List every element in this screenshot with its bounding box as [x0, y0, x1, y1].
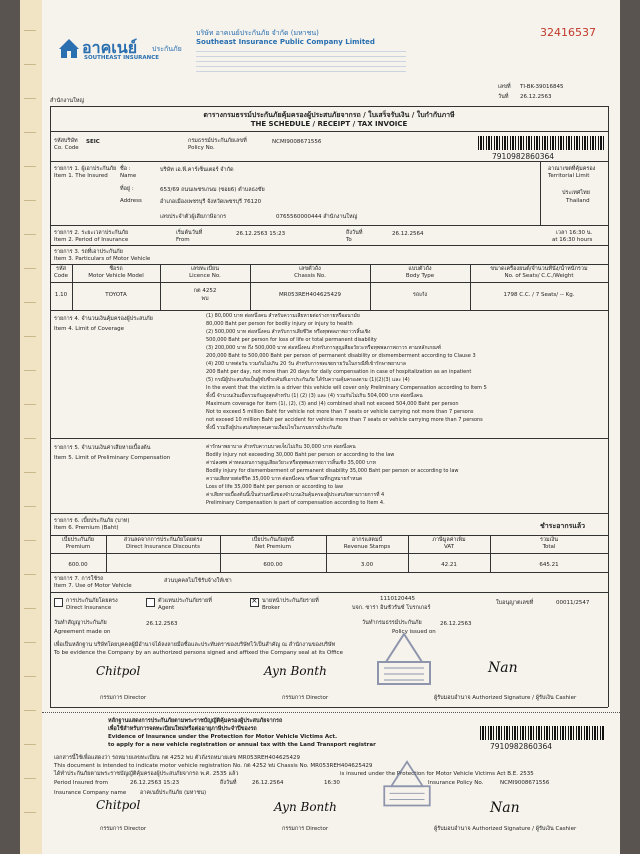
- territorial-label-th: อาณาเขตที่คุ้มครอง: [548, 166, 596, 172]
- coverage-line-5: 200,000 Baht to 500,000 Baht per person of permanent disability or dismemberment according to Clause 3: [206, 353, 476, 359]
- item5-label-th: รายการ 5. จำนวนเงินค่าเสียหายเบื้องต้น: [54, 445, 151, 451]
- vehicle-cell-3: MR053REH404625429: [279, 292, 341, 298]
- address-line-2: อำเภอเมืองเพชรบุรี จังหวัดเพชรบุรี 76120: [160, 199, 262, 205]
- broker-label-en: Broker: [262, 605, 280, 611]
- stub-title-en-2: to apply for a new vehicle registration or annual tax with the Land Transport registrar: [108, 742, 376, 748]
- logo-english-name: SOUTHEAST INSURANCE: [84, 55, 160, 61]
- sign-label-director-1: กรรมการ Director: [100, 695, 147, 701]
- sign-label-director-2: กรรมการ Director: [282, 695, 329, 701]
- policy-barcode-number: 7910982860364: [492, 152, 555, 161]
- vehicle-header-en-0: Code: [53, 273, 69, 279]
- item3-label-en: Item 3. Particulars of Motor Vehicle: [54, 256, 151, 262]
- vehicle-header-th-1: ชื่อรถ: [109, 266, 123, 272]
- stub-period-time: 16:30: [324, 780, 340, 786]
- perforation-mark: [24, 166, 36, 167]
- co-code-value: SEIC: [86, 139, 100, 145]
- premium-cell-3: 3.00: [360, 562, 374, 568]
- perforation-mark: [24, 642, 36, 643]
- address-line-1: 653/69 ถนนเพชรเกษม (ซอย6) ตำบลธงชัย: [160, 187, 265, 193]
- stub-policy-no: NCMI9008671556: [500, 780, 550, 786]
- perforation-mark: [24, 268, 36, 269]
- doc-no-label: เลขที่: [498, 84, 511, 90]
- perforation-mark: [24, 370, 36, 371]
- vehicle-header-th-0: รหัส: [56, 266, 66, 272]
- perforation-mark: [24, 200, 36, 201]
- preliminary-line-3: Bodily injury for dismemberment of permanent disability 35,000 Baht per person or according to law: [206, 468, 459, 474]
- territory-en: Thailand: [566, 198, 590, 204]
- perforation-mark: [24, 676, 36, 677]
- address-label-en: Address: [120, 198, 142, 204]
- coverage-line-14: ทั้งนี้ รวมถึงผู้ประสบภัยทุกคนตามเงื่อนไขในกรมธรรม์ประกันภัย: [206, 425, 342, 431]
- tax-id-label: เลขประจำตัวผู้เสียภาษีอากร: [160, 214, 227, 220]
- premium-header-th-0: เบี้ยประกันภัย: [62, 537, 94, 543]
- period-to-value: 26.12.2564: [392, 231, 424, 237]
- broker-check-mark: ×: [251, 596, 258, 605]
- perforation-mark: [24, 472, 36, 473]
- broker-number: 1110120445: [380, 596, 415, 602]
- item4-label-en: Item 4. Limit of Coverage: [54, 326, 125, 332]
- issued-date: 26.12.2563: [440, 621, 472, 627]
- item4-label-th: รายการ 4. จำนวนเงินคุ้มครองผู้ประสบภัย: [54, 316, 153, 322]
- premium-header-th-5: รวมเงิน: [540, 537, 558, 543]
- perforation-mark: [24, 744, 36, 745]
- vehicle-header-en-5: No. of Seats/ C.C./Weight: [504, 273, 574, 279]
- perforation-mark: [24, 812, 36, 813]
- stub-line2-th: ได้ทำประกันภัยตามพระราชบัญญัติคุ้มครองผู้ประสบภัยจากรถ พ.ศ. 2535 แล้ว: [54, 771, 239, 777]
- stub-sign-label-2: กรรมการ Director: [282, 826, 329, 832]
- territorial-label-en: Territorial Limit: [548, 173, 590, 179]
- vehicle-header-th-5: ขนาดเครื่องยนต์/จำนวนที่นั่ง/น้ำหนักรวม: [490, 266, 588, 272]
- coverage-line-0: (1) 80,000 บาท ต่อหนึ่งคน สำหรับความเสียหายต่อร่างกายหรืออนามัย: [206, 313, 360, 319]
- agent-label-th: ตัวแทนประกันภัยรายที่: [158, 598, 212, 604]
- issued-label-th: วันทำกรมธรรม์ประกันภัย: [362, 620, 422, 626]
- company-logo-icon: [58, 38, 80, 60]
- policy-document: [20, 0, 620, 854]
- stub-barcode: [480, 726, 604, 740]
- item6-label-en: Item 6. Premium (Baht): [54, 525, 119, 531]
- preliminary-line-0: ค่ารักษาพยาบาล สำหรับความบาดเจ็บไม่เกิน 30,000 บาท ต่อหนึ่งคน: [206, 444, 356, 450]
- period-from-label-th: เริ่มต้นวันที่: [176, 230, 203, 236]
- perforation-mark: [24, 574, 36, 575]
- premium-header-th-2: เบี้ยประกันภัยสุทธิ: [251, 537, 295, 543]
- stub-period-to-label: ถึงวันที่: [220, 780, 237, 786]
- premium-cell-5: 645.21: [539, 562, 559, 568]
- premium-cell-0: 600.00: [68, 562, 88, 568]
- vehicle-cell-0: 1.10: [54, 292, 68, 298]
- vehicle-use-value: ส่วนบุคคลไม่ใช้รับจ้างให้เช่า: [164, 578, 232, 584]
- coverage-line-11: Maximum coverage for item (1), (2), (3) and (4) combined shall not exceed 504,000 Baht per person: [206, 401, 459, 407]
- broker-label-th: นายหน้าประกันภัยรายที่: [262, 598, 319, 604]
- vehicle-cell-4: รถเก๋ง: [412, 292, 428, 298]
- co-code-label-th: รหัสบริษัท: [54, 138, 78, 144]
- signature-cashier: Nan: [488, 660, 518, 676]
- item7-label-th: รายการ 7. การใช้รถ: [54, 576, 104, 582]
- vehicle-cell-5: 1798 C.C. / 7 Seats/ -- Kg.: [503, 292, 575, 298]
- premium-header-en-1: Direct Insurance Discounts: [126, 544, 200, 550]
- vehicle-header-en-3: Chassis No.: [294, 273, 326, 279]
- item2-label-en: Item 2. Period of Insurance: [54, 237, 129, 243]
- period-from-value: 26.12.2563 15:23: [236, 231, 286, 237]
- stub-period-to: 26.12.2564: [252, 780, 284, 786]
- license-label: ใบอนุญาตเลขที่: [496, 600, 534, 606]
- coverage-line-13: not exceed 10 million Baht per accident for vehicle more than 7 seats or vehicle carrying more than 7 persons: [206, 417, 483, 423]
- direct-insurance-label-en: Direct Insurance: [66, 605, 112, 611]
- coverage-line-1: 80,000 Baht per person for bodily injury or injury to health: [206, 321, 353, 327]
- preliminary-line-4: ความเสียหายต่อชีวิต 35,000 บาท ต่อหนึ่งคน หรือตามที่กฎหมายกำหนด: [206, 476, 363, 482]
- preliminary-line-7: Preliminary Compensation is part of compensation according to Item 4.: [206, 500, 385, 506]
- coverage-line-8: (5) กรณีผู้ประสบภัยเป็นผู้ขับขี่รถคันที่เอาประกันภัย ได้รับความคุ้มครองตาม (1)(2)(3) และ (4): [206, 377, 410, 383]
- stub-signature-2: Ayn Bonth: [274, 800, 337, 814]
- stub-title-th-2: เพื่อใช้สำหรับการจดทะเบียนใหม่หรือต่ออายุภาษีประจำปีของรถ: [108, 726, 257, 732]
- perforation-mark: [24, 64, 36, 65]
- agreement-date: 26.12.2563: [146, 621, 178, 627]
- stub-sign-label-cashier: ผู้รับมอบอำนาจ Authorized Signature / ผู้รับเงิน Cashier: [434, 826, 577, 832]
- period-to-label-en: To: [346, 237, 352, 243]
- insured-name-label-th: ชื่อ :: [120, 166, 131, 172]
- issued-label-en: Policy issued on: [392, 629, 436, 635]
- preliminary-line-1: Bodily injury not exceeding 30,000 Baht per person or according to the law: [206, 452, 395, 458]
- company-address-block: [196, 50, 406, 72]
- head-office-label: สำนักงานใหญ่: [50, 98, 85, 104]
- perforation-mark: [24, 506, 36, 507]
- preliminary-line-6: ค่าเสียหายเบื้องต้นนี้เป็นส่วนหนึ่งของจำนวนเงินคุ้มครองผู้ประสบภัยตามรายการที่ 4: [206, 492, 385, 498]
- premium-header-th-4: ภาษีมูลค่าเพิ่ม: [432, 537, 466, 543]
- perforation-mark: [24, 404, 36, 405]
- coverage-line-7: 200 Baht per day, not more than 20 days for daily compensation in case of hospitalization as an inpatient: [206, 369, 472, 375]
- coverage-line-9: In the event that the victim is a driver this vehicle will cover only Preliminary Compensation according to Item 5: [206, 385, 487, 391]
- witness-text-en: To be evidence the Company by an authorized persons signed and affixed the Company seal at its Office: [54, 650, 343, 656]
- coverage-line-2: (2) 500,000 บาท ต่อหนึ่งคน สำหรับการเสียชีวิต หรือทุพพลภาพถาวรสิ้นเชิง: [206, 329, 371, 335]
- title-thai: ตารางกรมธรรม์ประกันภัยคุ้มครองผู้ประสบภัยจากรถ / ใบเสร็จรับเงิน / ใบกำกับภาษี: [203, 111, 455, 119]
- stub-company-value: อาคเนย์ประกันภัย (มหาชน): [140, 790, 207, 796]
- item1-label-th: รายการ 1. ผู้เอาประกันภัย: [54, 166, 117, 172]
- stub-barcode-number: 7910982860364: [490, 742, 553, 751]
- policy-label-th: กรมธรรม์ประกันภัยเลขที่: [188, 138, 247, 144]
- period-from-label-en: From: [176, 237, 190, 243]
- witness-text-th: เพื่อเป็นหลักฐาน บริษัทโดยบุคคลผู้มีอำนาจได้ลงลายมือชื่อและประทับตราของบริษัทไว้เป็นสำคัญ ณ สำนักงานของบริษัท: [54, 642, 336, 648]
- territory-th: ประเทศไทย: [562, 190, 591, 196]
- stub-seal-icon: [372, 760, 442, 816]
- stamp-duty-paid-label: ชำระอากรแล้ว: [540, 522, 586, 530]
- premium-cell-4: 42.21: [441, 562, 457, 568]
- stub-line1-en: This document is intended to indicate motor vehicle registration No. กต 4252 พบ Chassis No. MR053REH404625429: [54, 763, 373, 769]
- company-name-english: Southeast Insurance Public Company Limited: [196, 38, 375, 46]
- stub-signature-1: Chitpol: [96, 798, 141, 812]
- stub-period-label: Period Insured from: [54, 780, 108, 786]
- vehicle-header-en-1: Motor Vehicle Model: [88, 273, 144, 279]
- stub-title-en: Evidence of Insurance under the Protection for Motor Vehicle Victims Act.: [108, 734, 338, 740]
- company-name-thai: บริษัท อาคเนย์ประกันภัย จำกัด (มหาชน): [196, 29, 319, 37]
- premium-header-en-0: Premium: [65, 544, 91, 550]
- stub-sign-label-1: กรรมการ Director: [100, 826, 147, 832]
- vehicle-header-en-2: Licence No.: [189, 273, 221, 279]
- perforation-mark: [24, 30, 36, 31]
- stub-policy-no-label: Insurance Policy No.: [428, 780, 484, 786]
- premium-header-th-3: อากรแสตมป์: [351, 537, 383, 543]
- perforation-mark: [24, 540, 36, 541]
- insured-name-label-en: Name: [120, 173, 137, 179]
- company-seal-icon: [364, 632, 444, 696]
- address-label-th: ที่อยู่ :: [120, 186, 134, 192]
- license-number: 00011/2547: [556, 600, 590, 606]
- serial-number: 32416537: [540, 26, 596, 39]
- logo-thai-sub: ประกันภัย: [152, 45, 182, 53]
- stub-signature-cashier: Nan: [490, 800, 520, 816]
- period-time-en: at 16:30 hours: [552, 237, 593, 243]
- title-english: THE SCHEDULE / RECEIPT / TAX INVOICE: [250, 120, 408, 128]
- item7-label-en: Item 7. Use of Motor Vehicle: [54, 583, 132, 589]
- premium-header-en-2: Net Premium: [255, 544, 291, 550]
- period-time-th: เวลา 16:30 น.: [556, 230, 593, 236]
- premium-header-en-4: VAT: [443, 544, 455, 550]
- perforation-mark: [24, 608, 36, 609]
- agreement-label-th: วันทำสัญญาประกันภัย: [54, 620, 107, 626]
- stub-line1-th: เอกสารนี้ใช้เพื่อแสดงว่า รถหมายเลขทะเบียน กต 4252 พบ ตัวถังรถหมายเลข MR053REH404625429: [54, 755, 301, 761]
- vehicle-cell-1: TOYOTA: [105, 292, 127, 298]
- agent-checkbox: [146, 598, 155, 607]
- stub-company-label: Insurance Company name: [54, 790, 127, 796]
- item6-label-th: รายการ 6. เบี้ยประกันภัย (บาท): [54, 518, 130, 524]
- perforation-mark: [24, 336, 36, 337]
- vehicle-header-th-4: แบบตัวถัง: [408, 266, 432, 272]
- logo-thai-name: อาคเนย์: [82, 38, 138, 57]
- broker-name: บจก. ซาร่า อินชัวรันซ์ โบรกเกอร์: [352, 605, 431, 611]
- period-to-label-th: ถึงวันที่: [346, 230, 363, 236]
- vehicle-cell-2-b: พบ: [201, 296, 209, 302]
- coverage-line-10: ทั้งนี้ จำนวนเงินเมื่อรวมกันสูงสุดสำหรับ (1) (2) (3) และ (4) รวมกันไม่เกิน 504,000 บาท ต่อหนึ่งคน: [206, 393, 423, 399]
- agent-label-en: Agent: [158, 605, 175, 611]
- item2-label-th: รายการ 2. ระยะเวลาประกันภัย: [54, 230, 129, 236]
- perforation-mark: [24, 302, 36, 303]
- perforation-mark: [24, 234, 36, 235]
- agreement-label-en: Agreement made on: [54, 629, 111, 635]
- tax-id-value: 0765560000444 สำนักงานใหญ่: [276, 214, 358, 220]
- vehicle-header-th-3: เลขตัวถัง: [299, 266, 321, 272]
- perforation-mark: [24, 438, 36, 439]
- premium-header-en-3: Revenue Stamps: [343, 544, 391, 550]
- vehicle-header-th-2: เลขทะเบียน: [191, 266, 219, 272]
- signature-director-1: Chitpol: [96, 664, 141, 678]
- policy-number: NCMI9008671556: [272, 139, 322, 145]
- doc-no-value: TI-BK-39016845: [520, 84, 564, 90]
- stub-line2-en: is insured under the Protection for Motor Vehicle Victims Act B.E. 2535: [340, 771, 534, 777]
- premium-header-en-5: Total: [542, 544, 556, 550]
- insured-name: บริษัท เอ.พี.คาร์เซ็นเตอร์ จำกัด: [160, 167, 234, 173]
- preliminary-line-5: Loss of life 35,000 Baht per person or according to law: [206, 484, 344, 490]
- perforated-margin: [20, 0, 42, 854]
- co-code-label-en: Co. Code: [54, 145, 79, 151]
- item3-label-th: รายการ 3. รถที่เอาประกันภัย: [54, 249, 123, 255]
- preliminary-line-2: ค่าปลงศพ ค่าทดแทนการสูญเสียอวัยวะหรือทุพพลภาพถาวรสิ้นเชิง 35,000 บาท: [206, 460, 376, 466]
- policy-label-en: Policy No.: [188, 145, 215, 151]
- date-value: 26.12.2563: [520, 94, 552, 100]
- date-label: วันที่: [498, 94, 509, 100]
- sign-label-cashier: ผู้รับมอบอำนาจ Authorized Signature / ผู้รับเงิน Cashier: [434, 695, 577, 701]
- item1-label-en: Item 1. The Insured: [54, 173, 108, 179]
- signature-director-2: Ayn Bonth: [264, 664, 327, 678]
- coverage-line-12: Not to exceed 5 million Baht for vehicle not more than 7 seats or vehicle carrying not more than 7 persons: [206, 409, 474, 415]
- coverage-line-3: 500,000 Baht per person for loss of life or total permanent disability: [206, 337, 377, 343]
- stub-period-from: 26.12.2563 15:23: [130, 780, 180, 786]
- vehicle-header-en-4: Body Type: [405, 273, 435, 279]
- stub-title-th: หลักฐานแสดงการประกันภัยตามพระราชบัญญัติคุ้มครองผู้ประสบภัยจากรถ: [108, 718, 283, 724]
- vehicle-cell-2: กต 4252: [193, 288, 217, 294]
- perforation-mark: [24, 778, 36, 779]
- policy-barcode: [478, 136, 604, 150]
- premium-cell-2: 600.00: [263, 562, 283, 568]
- direct-insurance-checkbox: [54, 598, 63, 607]
- perforation-mark: [24, 710, 36, 711]
- perforation-mark: [24, 132, 36, 133]
- perforation-mark: [24, 98, 36, 99]
- coverage-line-6: (4) 200 บาทต่อวัน รวมกันไม่เกิน 20 วัน สำหรับการชดเชยรายวันในกรณีที่เข้ารักษาพยาบาล: [206, 361, 406, 367]
- coverage-line-4: (3) 200,000 บาท ถึง 500,000 บาท ต่อหนึ่งคน สำหรับการสูญเสียอวัยวะหรือทุพพลภาพถาวร ตามหลักเกณฑ์: [206, 345, 442, 351]
- item5-label-en: Item 5. Limit of Preliminary Compensation: [54, 455, 171, 461]
- premium-header-th-1: ส่วนลดจากการประกันภัยโดยตรง: [123, 537, 203, 543]
- direct-insurance-label-th: การประกันภัยโดยตรง: [66, 598, 118, 604]
